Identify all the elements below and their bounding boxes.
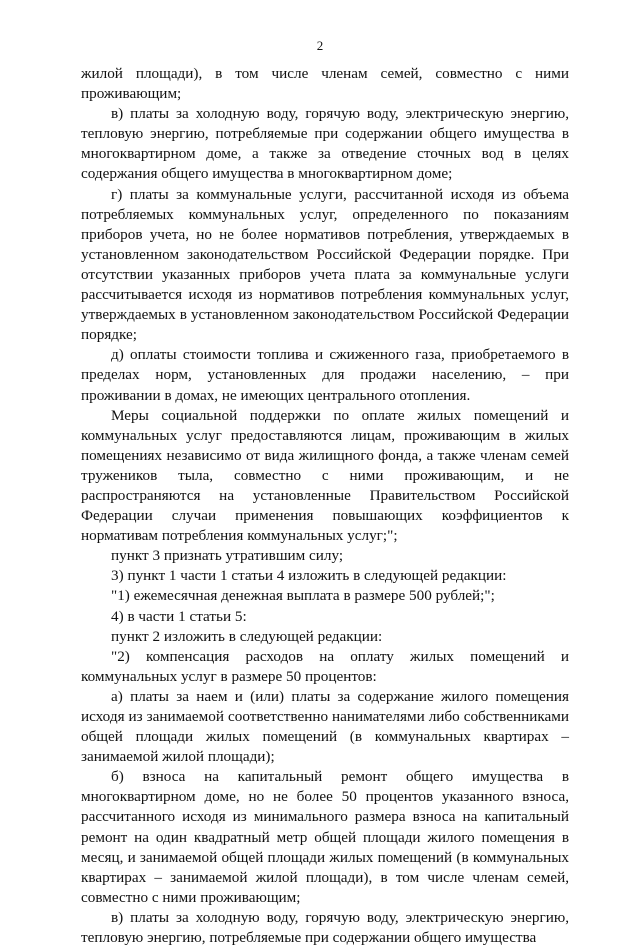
paragraph: пункт 2 изложить в следующей редакции: [111,627,383,645]
paragraph: в) платы за холодную воду, горячую воду, электрическую энергию, тепловую энергию, потребляемые при содержании общего имущества [81,908,569,947]
paragraph: в) платы за холодную воду, горячую воду, электрическую энергию, тепловую энергию, потребляемые при содержании общего имущества в многоквартирном доме, а также за отведение сточных вод в целях содержания общего имущества в многоквартирном доме; [81,105,569,183]
paragraph: жилой площади), в том числе членам семей, совместно с ними проживающим; [81,65,569,103]
paragraph: г) платы за коммунальные услуги, рассчитанной исходя из объема потребляемых коммунальных услуг, определенного по показаниям приборов учета, но не более нормативов потребления, утверждаемых в установленном законодательством Российской Федерации порядке. При отсутствии указанных приборов учета плата за коммунальные услуги рассчитывается исходя из нормативов потребления коммунальных услуг, утверждаемых в установленном законодательством Российской Федерации порядке; [81,185,569,344]
paragraph: д) оплаты стоимости топлива и сжиженного газа, приобретаемого в пределах норм, установленных для продажи населению, – при проживании в домах, не имеющих центрального отопления. [81,346,569,404]
paragraph: Меры социальной поддержки по оплате жилых помещений и коммунальных услуг предоставляются лицам, проживающим в жилых помещениях независимо от вида жилищного фонда, а также членам семей тружеников тыла, совместно с ними проживающим, и не распространяются на установленные Правительством Российской Федерации случаи применения повышающих коэффициентов к нормативам потребления коммунальных услуг;"; [81,406,569,545]
paragraph: б) взноса на капитальный ремонт общего имущества в многоквартирном доме, но не более 50 процентов указанного взноса, рассчитанного исходя из минимального размера взноса на капитальный ремонт на один квадратный метр общей площади жилого помещения в месяц, и занимаемой общей площади жилых помещений (в коммунальных квартирах – занимаемой жилой площади), в том числе членам семей, совместно с ними проживающим; [81,768,569,906]
paragraph: "2) компенсация расходов на оплату жилых помещений и коммунальных услуг в размере 50 процентов: [81,647,569,685]
paragraph: 4) в части 1 статьи 5: [111,607,247,625]
paragraph: пункт 3 признать утратившим силу; [111,547,344,565]
paragraph: а) платы за наем и (или) платы за содержание жилого помещения исходя из занимаемой соответственно нанимателями либо собственниками общей площади жилых помещений (в коммунальных квартирах – занимаемой жилой площади); [81,687,569,766]
paragraph: "1) ежемесячная денежная выплата в размере 500 рублей;"; [111,587,495,605]
document-body [81,64,569,948]
paragraph: 3) пункт 1 части 1 статьи 4 изложить в следующей редакции: [111,567,507,585]
page-number: 2 [316,38,324,53]
